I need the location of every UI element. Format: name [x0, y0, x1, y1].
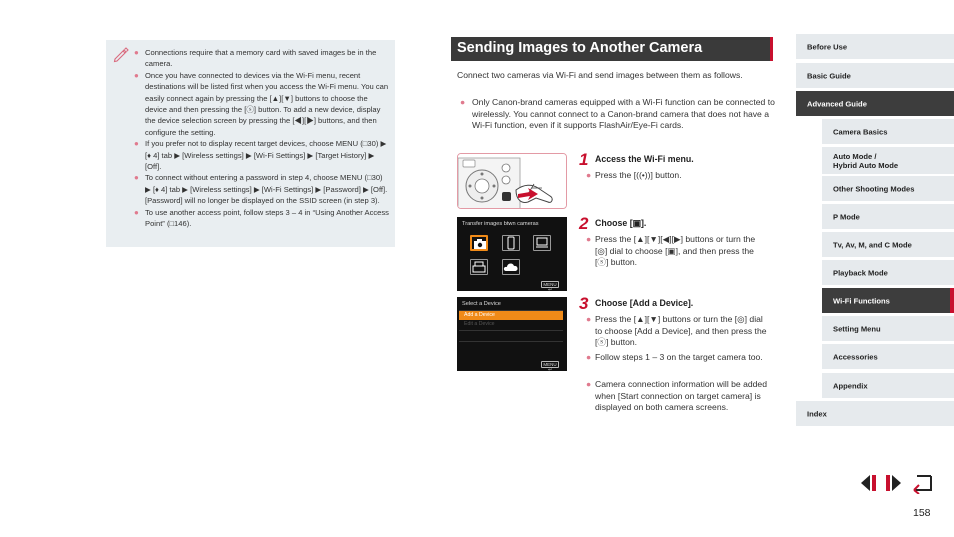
menu-back-button: MENU ↩	[541, 361, 559, 368]
printer-icon	[470, 259, 488, 275]
step-heading: Choose [Add a Device].	[595, 298, 694, 308]
sidebar-item-index[interactable]: Index	[796, 401, 954, 426]
step-heading: Access the Wi-Fi menu.	[595, 154, 694, 164]
note-item: ● To connect without entering a password in step 4, choose MENU (□30) ▶ [♦ 4] tab ▶ [Wireless settings] ▶ [Wi-Fi Settings] ▶ [Password] ▶ [Off]. [Password] will no longer be displayed on the SSID screen (in step 3).	[134, 173, 388, 206]
sidebar-item-basic-guide[interactable]: Basic Guide	[796, 63, 954, 88]
sidebar-item-other-shooting-modes[interactable]: Other Shooting Modes	[822, 176, 954, 201]
add-a-device-row: Add a Device	[459, 311, 563, 320]
smartphone-icon	[502, 235, 520, 251]
section-title-bar	[451, 37, 773, 61]
sidebar-item-setting-menu[interactable]: Setting Menu	[822, 316, 954, 341]
sidebar-item-appendix[interactable]: Appendix	[822, 373, 954, 398]
screen-title: Select a Device	[462, 301, 501, 307]
computer-icon	[533, 235, 551, 251]
camera-screen-select-device	[457, 297, 567, 371]
screen-title: Transfer images btwn cameras	[462, 221, 539, 227]
note-list	[134, 47, 389, 230]
sidebar-item-before-use[interactable]: Before Use	[796, 34, 954, 59]
intro-bullet: ● Only Canon-brand cameras equipped with a Wi-Fi function can be connected to wirelessly. You cannot connect to a Canon-brand camera that does not have a Wi-Fi function, even if it supports FlashAir/Eye-Fi cards.	[460, 97, 775, 131]
sidebar-item-camera-basics[interactable]: Camera Basics	[822, 119, 954, 144]
note-item: ● Once you have connected to devices via the Wi-Fi menu, recent destinations will be listed first when you access the Wi-Fi menu. You can easily connect again by pressing the [▲][▼] buttons to choose the device and then pressing the [ⓢ] button. To add a new device, display the device selection screen by pressing the [◀][▶] buttons, and then configure the setting.	[134, 70, 389, 137]
note-box	[106, 40, 395, 247]
note-item: ● To use another access point, follow steps 3 – 4 in “Using Another Access Point” (□146).	[134, 207, 389, 229]
sidebar-item-accessories[interactable]: Accessories	[822, 344, 954, 369]
step-number: 2	[579, 214, 589, 233]
step-bullet: ● Press the [▲][▼] buttons or turn the [◎] dial to choose [Add a Device], and then press the [ⓢ] button.	[586, 314, 767, 348]
note-item: ● Connections require that a memory card with saved images be in the camera.	[134, 48, 377, 69]
page-title: Sending Images to Another Camera	[457, 40, 703, 56]
previous-page-icon[interactable]	[859, 472, 881, 494]
page-number: 158	[913, 507, 931, 519]
step-number: 3	[579, 294, 589, 313]
pencil-icon	[112, 45, 130, 63]
next-page-icon[interactable]	[884, 472, 906, 494]
menu-back-button: MENU ↩	[541, 281, 559, 288]
sidebar-item-wi-fi-functions[interactable]: Wi-Fi Functions	[822, 288, 954, 313]
camera-icon	[470, 235, 488, 251]
camera-illustration	[457, 153, 567, 209]
edit-a-device-row: Edit a Device	[464, 321, 495, 327]
step-bullet: ● Camera connection information will be added when [Start connection on target camera] is displayed on both camera screens.	[586, 379, 767, 413]
sidebar-item-auto-mode[interactable]: Auto Mode / Hybrid Auto Mode	[822, 147, 954, 174]
sidebar-item-playback-mode[interactable]: Playback Mode	[822, 260, 954, 285]
step-number: 1	[579, 150, 589, 169]
sidebar-item-tv-av-m-c-mode[interactable]: Tv, Av, M, and C Mode	[822, 232, 954, 257]
camera-screen-transfer	[457, 217, 567, 291]
step-bullet: ● Follow steps 1 – 3 on the target camera too.	[586, 352, 763, 362]
step-bullet: ● Press the [▲][▼][◀][▶] buttons or turn the [◎] dial to choose [▣], and then press the [ⓢ] button.	[586, 234, 756, 268]
step-heading: Choose [▣].	[595, 218, 647, 228]
sidebar-item-advanced-guide[interactable]: Advanced Guide	[796, 91, 954, 116]
intro-text: Connect two cameras via Wi-Fi and send images between them as follows.	[457, 70, 743, 80]
camera-back-image	[458, 154, 567, 209]
cloud-icon	[502, 259, 520, 275]
note-item: ● If you prefer not to display recent target devices, choose MENU (□30) ▶ [♦ 4] tab ▶ [Wireless settings] ▶ [Wi-Fi Settings] ▶ [Target History] ▶ [Off].	[134, 139, 387, 172]
step-bullet: ● Press the [((•))] button.	[586, 170, 682, 180]
return-icon[interactable]	[909, 472, 935, 494]
page-navigation	[859, 472, 935, 494]
sidebar-item-p-mode[interactable]: P Mode	[822, 204, 954, 229]
